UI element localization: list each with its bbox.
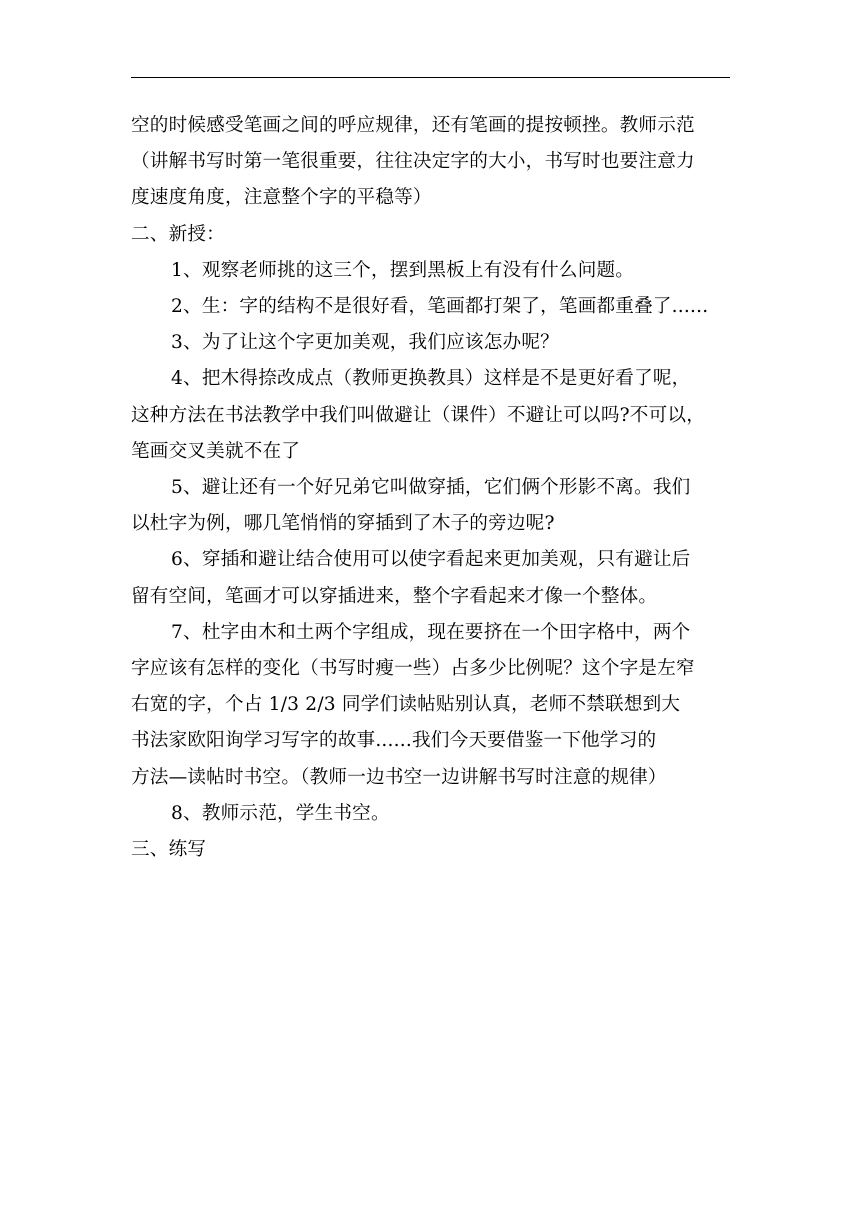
text-line: 以杜字为例，哪几笔悄悄的穿插到了木子的旁边呢? bbox=[131, 513, 555, 535]
text-line: 留有空间，笔画才可以穿插进来，整个字看起来才像一个整体。 bbox=[131, 585, 658, 607]
section-heading-practice: 三、练写 bbox=[131, 839, 207, 861]
document-body bbox=[131, 108, 731, 868]
text-line: 笔画交叉美就不在了 bbox=[131, 440, 301, 462]
text-line: 书法家欧阳询学习写字的故事......我们今天要借鉴一下他学习的 bbox=[131, 730, 657, 752]
text-line: 6、穿插和避让结合使用可以使字看起来更加美观，只有避让后 bbox=[171, 549, 691, 571]
text-line: 8、教师示范，学生书空。 bbox=[171, 802, 390, 824]
text-line: 5、避让还有一个好兄弟它叫做穿插，它们俩个形影不离。我们 bbox=[171, 477, 691, 499]
text-line: 字应该有怎样的变化（书写时瘦一些）占多少比例呢？这个字是左窄 bbox=[131, 658, 695, 680]
text-line: 3、为了让这个字更加美观，我们应该怎办呢？ bbox=[171, 332, 559, 354]
text-line: 右宽的字，个占 1/3 2/3 同学们读帖贴别认真，老师不禁联想到大 bbox=[131, 694, 681, 716]
text-line: 1、观察老师挑的这三个，摆到黑板上有没有什么问题。 bbox=[171, 259, 635, 281]
text-line: 4、把木得捺改成点（教师更换教具）这样是不是更好看了呢， bbox=[171, 368, 691, 390]
text-line: 方法—读帖时书空。（教师一边书空一边讲解书写时注意的规律） bbox=[131, 766, 667, 788]
section-heading-new-lesson: 二、新授： bbox=[131, 223, 225, 245]
text-line: 这种方法在书法教学中我们叫做避让（课件）不避让可以吗?不可以， bbox=[131, 404, 705, 426]
text-line: 2、生：字的结构不是很好看，笔画都打架了，笔画都重叠了...... bbox=[171, 296, 709, 318]
text-line: 7、杜字由木和土两个字组成，现在要挤在一个田字格中，两个 bbox=[171, 621, 691, 643]
text-line: 空的时候感受笔画之间的呼应规律，还有笔画的提按顿挫。教师示范 bbox=[131, 115, 695, 136]
header-rule bbox=[131, 77, 730, 78]
text-line: 度速度角度，注意整个字的平稳等） bbox=[131, 187, 432, 209]
text-line: （讲解书写时第一笔很重要，往往决定字的大小，书写时也要注意力 bbox=[131, 151, 695, 173]
